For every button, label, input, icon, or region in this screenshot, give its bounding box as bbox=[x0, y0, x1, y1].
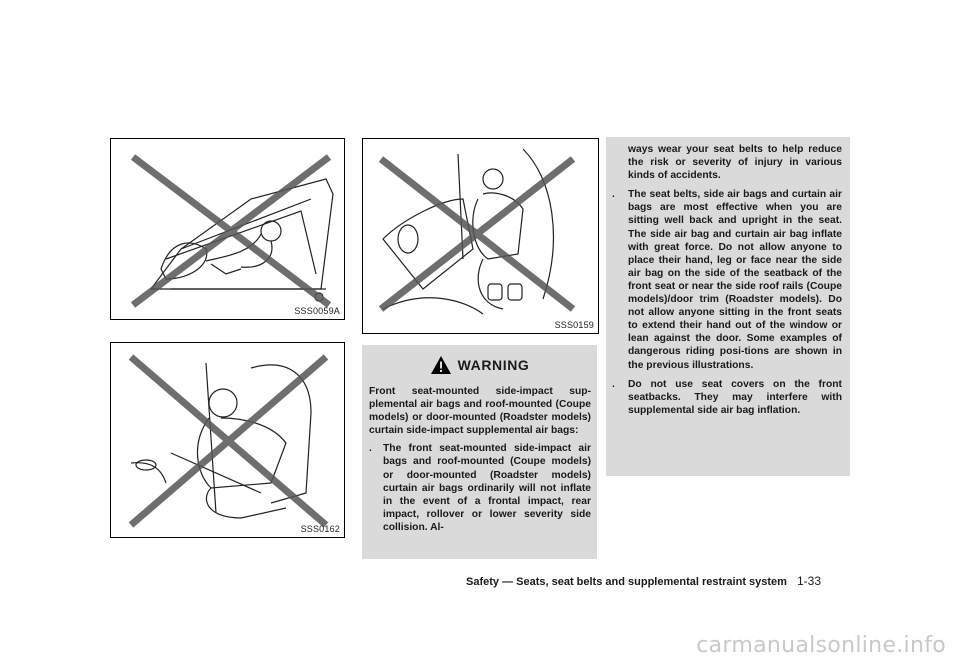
continued-text: ways wear your seat belts to help reduce the risk or severity of injury in various kinds of accidents. bbox=[628, 144, 842, 182]
figure-child-leaning-on-seat bbox=[110, 342, 345, 538]
figure-code: SSS0159 bbox=[554, 320, 594, 330]
bullet-mark: . bbox=[369, 443, 372, 455]
warning-bullet-1 bbox=[369, 442, 591, 534]
bullet-text: The front seat-mounted side-impact air bags and roof-mounted (Coupe models) or door-mounted (Roadster models) curtain air bags ordinarily will not inflate in the event of a frontal impact, rear impact, rollover or lower severity side collision. Al- bbox=[383, 443, 591, 533]
illustration-seat-lean bbox=[111, 343, 344, 537]
bullet-text: The seat belts, side air bags and curtain air bags are most effective when you are sitting well back and upright in the seat. The side air bag and curtain air bag inflate with great force. Do not allow anyone to place their hand, leg or face near the side air bag on the side of the seatback of the front seat or near the side roof rails (Coupe models)/door trim (Roadster models). Do not allow anyone sitting in the front seats to extend their hand out of the window or lean against the door. Some examples of dangerous riding posi-tions are shown in the previous illustrations. bbox=[628, 189, 842, 371]
illustration-hand-airbag bbox=[363, 139, 598, 333]
bullet-mark: . bbox=[612, 189, 615, 201]
warning-body bbox=[369, 385, 591, 534]
page-number: 1-33 bbox=[796, 574, 821, 588]
page-footer bbox=[466, 574, 866, 588]
warning-bullet-2 bbox=[612, 188, 842, 371]
bullet-text: Do not use seat covers on the front seatbacks. They may interfere with supplemental side air bag inflation. bbox=[628, 378, 842, 416]
warning-title: WARNING bbox=[457, 357, 530, 373]
watermark: carmanualsonline.info bbox=[696, 633, 946, 658]
warning-intro: Front seat-mounted side-impact sup-plemental air bags and roof-mounted (Coupe models) or door-mounted (Roadster models) curtain side-impact supplemental air bags: bbox=[369, 386, 591, 437]
warning-continued-column bbox=[606, 137, 850, 476]
warning-bullet-3 bbox=[612, 378, 842, 417]
warning-box bbox=[362, 345, 597, 559]
figure-child-leaning-on-door bbox=[110, 138, 345, 320]
section-title: Safety — Seats, seat belts and supplemental restraint system bbox=[466, 576, 787, 588]
warning-header bbox=[362, 351, 597, 379]
warning-triangle-icon bbox=[430, 355, 452, 375]
figure-code: SSS0162 bbox=[300, 524, 340, 534]
continued-body bbox=[612, 143, 842, 417]
figure-hand-near-airbag bbox=[362, 138, 599, 334]
illustration-door-lean bbox=[111, 139, 344, 319]
bullet-mark: . bbox=[612, 378, 615, 390]
figure-code: SSS0059A bbox=[294, 306, 340, 316]
